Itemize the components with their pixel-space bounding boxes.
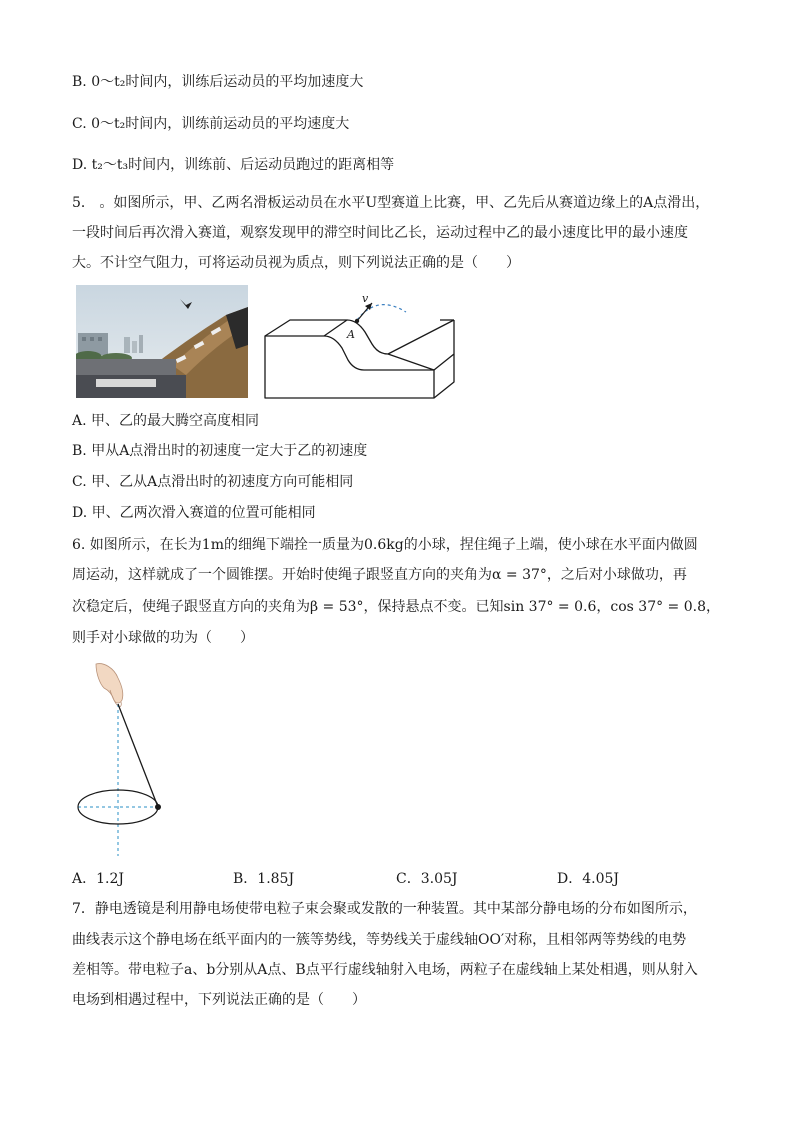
q5-stem-line1: 5． 。如图所示，甲、乙两名滑板运动员在水平U型赛道上比赛，甲、乙先后从赛道边缘上的A点滑出，: [72, 195, 710, 211]
velocity-label: v: [362, 292, 369, 305]
q7-stem-line3: 差相等。带电粒子a、b分别从A点、B点平行虚线轴射入电场，两粒子在虚线轴上某处相遇，则从射入: [72, 962, 698, 978]
q4-option-c: C. 0～t₂时间内，训练前运动员的平均速度大: [72, 116, 350, 132]
conical-pendulum-diagram: [74, 660, 184, 860]
q7-stem-line2: 曲线表示这个静电场在纸平面内的一簇等势线，等势线关于虚线轴OO′对称，且相邻两等势线的电势: [72, 932, 687, 948]
q6-stem-line2: 周运动，这样就成了一个圆锥摆。开始时使绳子跟竖直方向的夹角为α = 37°，之后对小球做功，再: [72, 567, 687, 583]
q6-option-c: C．3.05J: [396, 871, 458, 887]
q7-stem-line1: 7．静电透镜是利用静电场使带电粒子束会聚或发散的一种装置。其中某部分静电场的分布如图所示，: [72, 901, 697, 917]
q6-stem-line4: 则手对小球做的功为（ ）: [72, 630, 254, 646]
point-a-label: A: [347, 328, 355, 341]
ball: [155, 804, 161, 810]
q6-option-b: B．1.85J: [233, 871, 295, 887]
u-ramp-diagram: [262, 290, 462, 400]
q5-option-b: B. 甲从A点滑出时的初速度一定大于乙的初速度: [72, 443, 368, 459]
q4-option-d: D. t₂～t₃时间内，训练前、后运动员跑过的距离相等: [72, 157, 395, 173]
q5-option-c: C. 甲、乙从A点滑出时的初速度方向可能相同: [72, 474, 354, 490]
q5-stem-line2: 一段时间后再次滑入赛道，观察发现甲的滞空时间比乙长，运动过程中乙的最小速度比甲的最小速度: [72, 225, 688, 241]
q4-option-b: B. 0～t₂时间内，训练后运动员的平均加速度大: [72, 74, 364, 90]
q5-stem-line3: 大。不计空气阻力，可将运动员视为质点，则下列说法正确的是（ ）: [72, 255, 520, 271]
skateboard-ramp-photo: [76, 285, 248, 398]
q6-stem-line1: 6. 如图所示，在长为1m的细绳下端拴一质量为0.6kg的小球，捏住绳子上端，使小球在水平面内做圆: [72, 537, 698, 553]
hand-icon: [96, 664, 123, 707]
string: [118, 704, 158, 807]
q5-option-a: A. 甲、乙的最大腾空高度相同: [72, 413, 260, 429]
q7-stem-line4: 电场到相遇过程中，下列说法正确的是（ ）: [72, 992, 366, 1008]
q6-stem-line3: 次稳定后，使绳子跟竖直方向的夹角为β = 53°，保持悬点不变。已知sin 37° = 0.6，cos 37° = 0.8，: [72, 599, 720, 615]
q5-option-d: D. 甲、乙两次滑入赛道的位置可能相同: [72, 505, 316, 521]
q6-option-d: D．4.05J: [557, 871, 620, 887]
q6-option-a: A．1.2J: [72, 871, 124, 887]
